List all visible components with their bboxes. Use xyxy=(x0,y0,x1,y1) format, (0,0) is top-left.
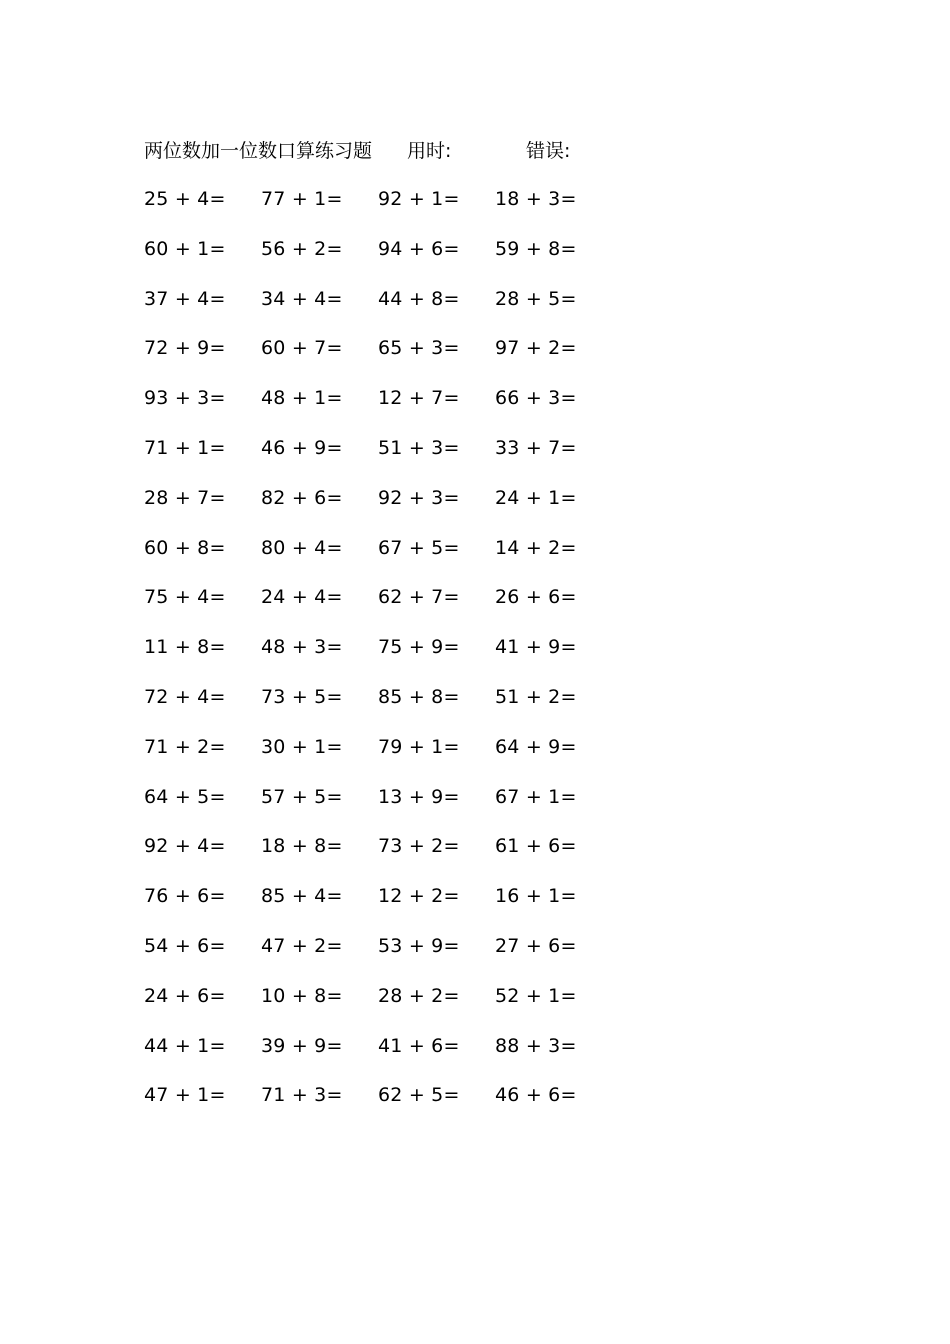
problem-row xyxy=(144,582,624,632)
problem-item: 14 + 2= xyxy=(495,536,577,559)
problem-item: 44 + 1= xyxy=(144,1034,226,1057)
problem-item: 51 + 3= xyxy=(378,436,460,459)
problem-item: 67 + 1= xyxy=(495,785,577,808)
problem-row xyxy=(144,782,624,832)
problem-row xyxy=(144,732,624,782)
problem-row xyxy=(144,831,624,881)
problem-item: 28 + 2= xyxy=(378,984,460,1007)
problem-row xyxy=(144,533,624,583)
problem-item: 56 + 2= xyxy=(261,237,343,260)
problem-item: 66 + 3= xyxy=(495,387,577,410)
problem-item: 41 + 9= xyxy=(495,636,577,659)
problem-item: 41 + 6= xyxy=(378,1034,460,1057)
problem-item: 51 + 2= xyxy=(495,685,577,708)
problem-item: 28 + 5= xyxy=(495,287,577,310)
problem-item: 88 + 3= xyxy=(495,1034,577,1057)
problem-item: 60 + 8= xyxy=(144,536,226,559)
problem-item: 77 + 1= xyxy=(261,188,343,210)
problem-item: 25 + 4= xyxy=(144,188,226,210)
problem-item: 46 + 6= xyxy=(495,1084,577,1107)
problem-item: 75 + 4= xyxy=(144,586,226,609)
problem-item: 64 + 9= xyxy=(495,735,577,758)
problem-item: 71 + 2= xyxy=(144,735,226,758)
problem-row xyxy=(144,383,624,433)
problem-item: 85 + 8= xyxy=(378,685,460,708)
problem-row xyxy=(144,1031,624,1081)
problem-item: 24 + 4= xyxy=(261,586,343,609)
problem-item: 48 + 3= xyxy=(261,636,343,659)
problem-item: 76 + 6= xyxy=(144,885,226,908)
problem-row xyxy=(144,483,624,533)
problem-item: 47 + 1= xyxy=(144,1084,226,1107)
problem-row xyxy=(144,234,624,284)
error-label: 错误: xyxy=(526,140,571,162)
problem-item: 24 + 6= xyxy=(144,984,226,1007)
problem-item: 54 + 6= xyxy=(144,934,226,957)
problem-item: 28 + 7= xyxy=(144,486,226,509)
problem-item: 71 + 3= xyxy=(261,1084,343,1107)
problem-item: 27 + 6= xyxy=(495,934,577,957)
problem-item: 80 + 4= xyxy=(261,536,343,559)
problem-item: 12 + 7= xyxy=(378,387,460,410)
problem-item: 37 + 4= xyxy=(144,287,226,310)
problem-item: 11 + 8= xyxy=(144,636,226,659)
problem-item: 60 + 1= xyxy=(144,237,226,260)
problem-item: 60 + 7= xyxy=(261,337,343,360)
problem-item: 65 + 3= xyxy=(378,337,460,360)
problem-item: 10 + 8= xyxy=(261,984,343,1007)
problem-row xyxy=(144,682,624,732)
problem-item: 34 + 4= xyxy=(261,287,343,310)
problem-item: 16 + 1= xyxy=(495,885,577,908)
problem-row xyxy=(144,931,624,981)
problem-item: 93 + 3= xyxy=(144,387,226,410)
problem-item: 73 + 5= xyxy=(261,685,343,708)
problem-row xyxy=(144,184,624,234)
problem-item: 30 + 1= xyxy=(261,735,343,758)
problem-grid xyxy=(144,184,624,1130)
problem-row xyxy=(144,284,624,334)
problem-item: 75 + 9= xyxy=(378,636,460,659)
problem-item: 94 + 6= xyxy=(378,237,460,260)
problem-item: 13 + 9= xyxy=(378,785,460,808)
problem-row xyxy=(144,881,624,931)
problem-item: 18 + 8= xyxy=(261,835,343,858)
problem-item: 64 + 5= xyxy=(144,785,226,808)
problem-item: 71 + 1= xyxy=(144,436,226,459)
problem-item: 72 + 9= xyxy=(144,337,226,360)
problem-item: 62 + 5= xyxy=(378,1084,460,1107)
problem-item: 82 + 6= xyxy=(261,486,343,509)
problem-item: 47 + 2= xyxy=(261,934,343,957)
problem-item: 97 + 2= xyxy=(495,337,577,360)
problem-item: 46 + 9= xyxy=(261,436,343,459)
time-label: 用时: xyxy=(407,140,452,162)
problem-item: 26 + 6= xyxy=(495,586,577,609)
problem-item: 79 + 1= xyxy=(378,735,460,758)
problem-row xyxy=(144,1080,624,1130)
problem-row xyxy=(144,333,624,383)
problem-row xyxy=(144,632,624,682)
problem-row xyxy=(144,981,624,1031)
problem-item: 92 + 1= xyxy=(378,188,460,210)
problem-item: 57 + 5= xyxy=(261,785,343,808)
problem-item: 61 + 6= xyxy=(495,835,577,858)
problem-item: 33 + 7= xyxy=(495,436,577,459)
worksheet-title: 两位数加一位数口算练习题 xyxy=(144,140,373,162)
problem-item: 12 + 2= xyxy=(378,885,460,908)
problem-item: 44 + 8= xyxy=(378,287,460,310)
problem-item: 72 + 4= xyxy=(144,685,226,708)
problem-item: 62 + 7= xyxy=(378,586,460,609)
problem-item: 92 + 4= xyxy=(144,835,226,858)
problem-item: 18 + 3= xyxy=(495,188,577,210)
problem-item: 85 + 4= xyxy=(261,885,343,908)
problem-item: 92 + 3= xyxy=(378,486,460,509)
problem-item: 59 + 8= xyxy=(495,237,577,260)
problem-item: 39 + 9= xyxy=(261,1034,343,1057)
problem-item: 24 + 1= xyxy=(495,486,577,509)
problem-row xyxy=(144,433,624,483)
problem-item: 53 + 9= xyxy=(378,934,460,957)
problem-item: 52 + 1= xyxy=(495,984,577,1007)
problem-item: 73 + 2= xyxy=(378,835,460,858)
problem-item: 67 + 5= xyxy=(378,536,460,559)
problem-item: 48 + 1= xyxy=(261,387,343,410)
